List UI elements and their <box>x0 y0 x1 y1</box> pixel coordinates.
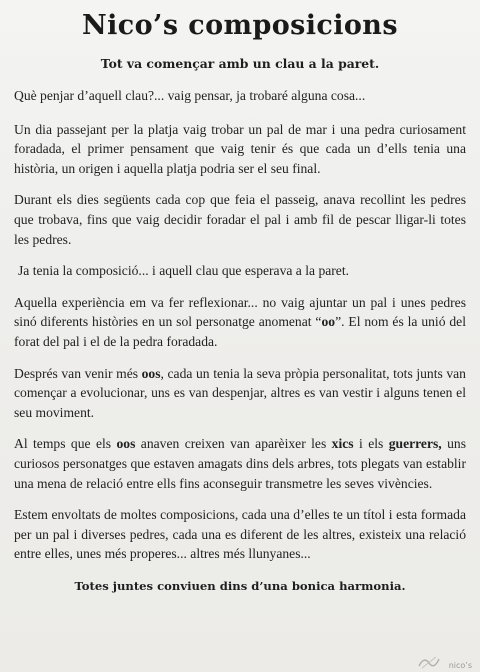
paragraph-7-bold-3: guerrers, <box>388 436 442 452</box>
paragraph-7-text-1: Al temps que els <box>14 436 117 452</box>
paragraph-5-text-b: ”. El nom és la unió del forat del pal i el de la pedra foradada. <box>14 314 466 349</box>
paragraph-5 <box>14 293 466 352</box>
signature-mark-icon <box>416 654 442 670</box>
paragraph-7 <box>14 434 466 493</box>
closing-line: Totes juntes conviuen dins d’una bonica harmonia. <box>74 578 406 593</box>
paragraph-1: Què penjar d’aquell clau?... vaig pensar, ja trobaré alguna cosa... <box>14 88 366 103</box>
paragraph-2: Un dia passejant per la platja vaig trobar un pal de mar i una pedra curiosament foradada, el primer pensament que vaig tenir és que cada un d’ells tenia una història, un origen i aquella platja podria ser el seu final. <box>14 121 466 176</box>
page-title: Nico’s composicions <box>82 10 398 41</box>
paragraph-4: Ja tenia la composició... i aquell clau que esperava a la paret. <box>18 263 350 279</box>
paragraph-6-bold: oos <box>141 365 161 381</box>
paragraph-8: Estem envoltats de moltes composicions, cada una d’elles te un títol i esta formada per un pal i diverses pedres, cada una es diferent de les altres, existeix una relació entre elles, unes més properes... altres més llunyanes... <box>14 507 466 562</box>
paragraph-7-bold-1: oos <box>116 436 136 452</box>
paragraph-7-text-2: anaven creixen van aparèixer les <box>135 436 332 452</box>
paragraph-7-text-4: uns curiosos personatges que estaven amagats dins dels arbres, tots plegats van establir una mena de relació entre ells fins aconseguir transmetre les seves vivències. <box>14 436 466 491</box>
paragraph-5-text-a: Aquella experiència em va fer reflexionar... no vaig ajuntar un pal i unes pedres sinó diferents històries en un sol personatge anomenat “ <box>14 294 466 330</box>
paragraph-6 <box>14 364 466 423</box>
signature: nico’s <box>448 661 472 670</box>
paragraph-5-bold: oo <box>321 314 336 330</box>
paragraph-7-bold-2: xics <box>331 436 354 452</box>
paragraph-6-text-a: Després van venir més <box>14 365 142 381</box>
paragraph-7-text-3: i els <box>353 436 389 452</box>
paragraph-6-text-b: , cada un tenia la seva pròpia personalitat, tots junts van començar a evolucionar, uns es van despenjar, altres es van vestir i alguns tenen el seu moviment. <box>14 365 466 420</box>
subtitle: Tot va començar amb un clau a la paret. <box>100 56 380 71</box>
paragraph-3: Durant els dies següents cada cop que feia el passeig, anava recollint les pedres que trobava, fins que vaig decidir foradar el pal i amb fil de pescar lligar-li totes les pedres. <box>14 192 466 247</box>
